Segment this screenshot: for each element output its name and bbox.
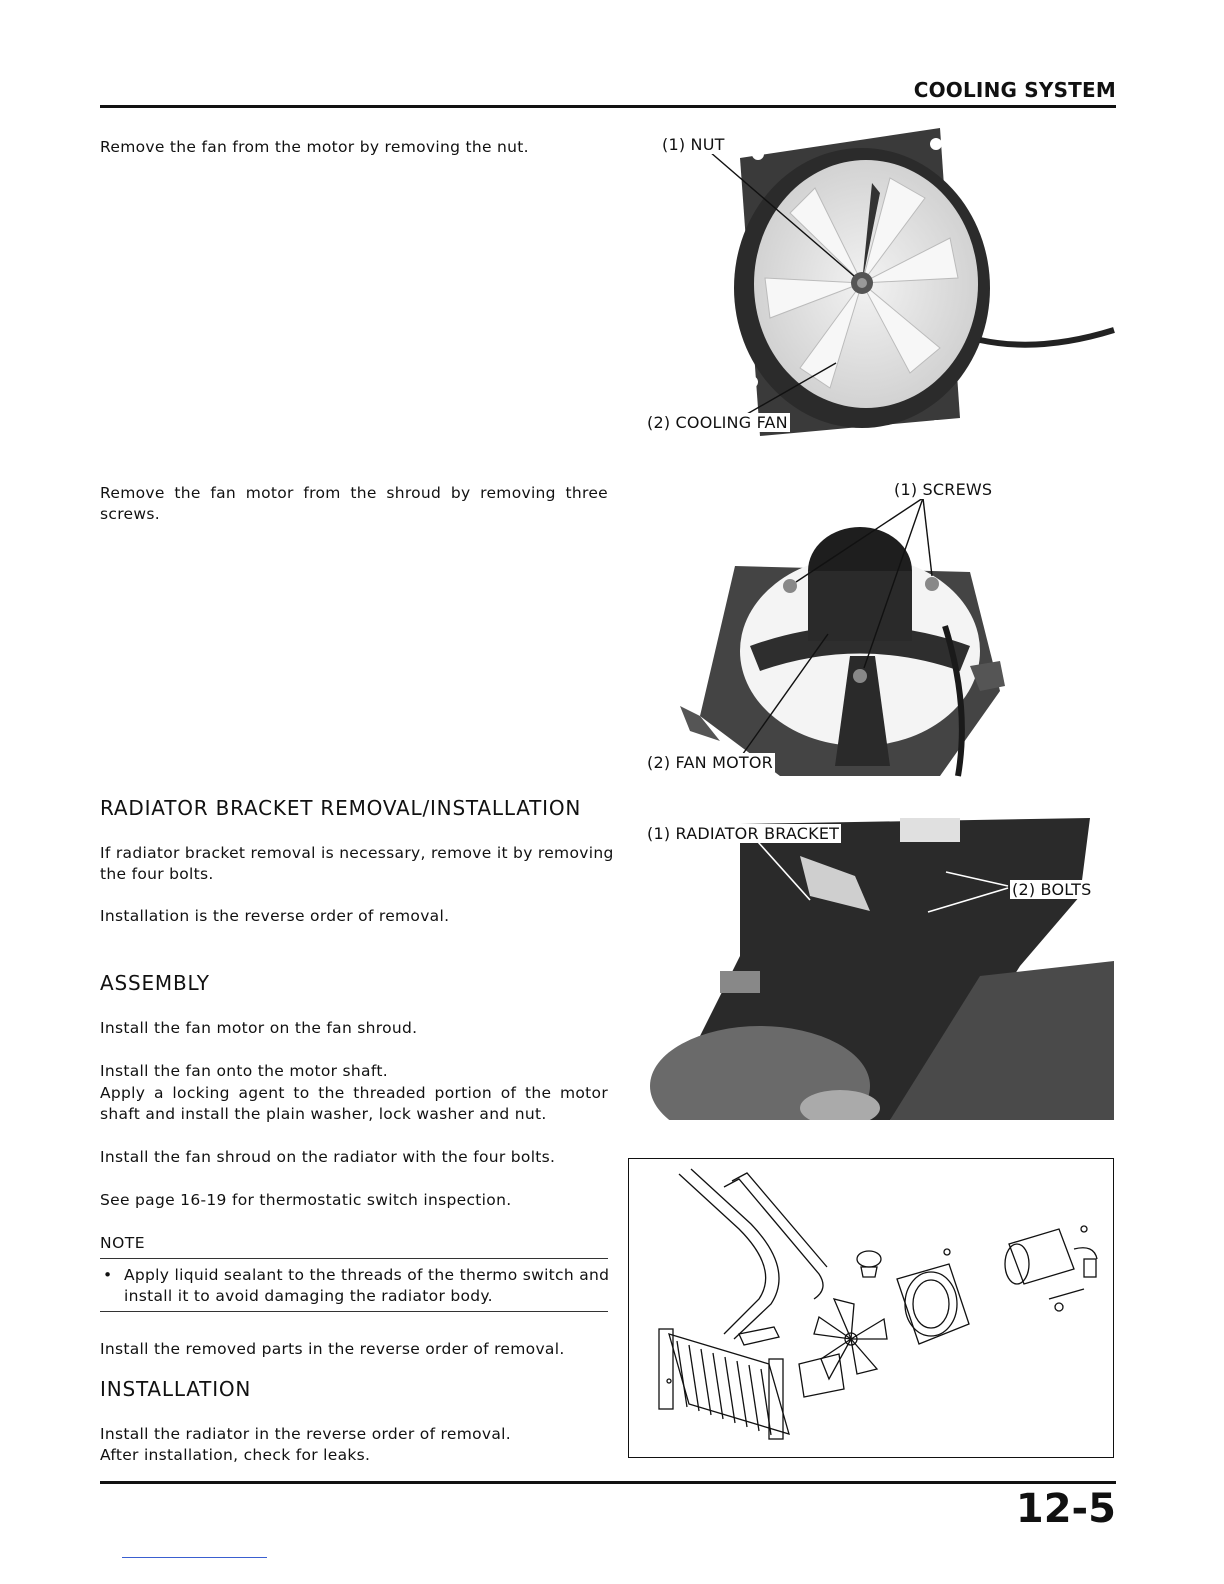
label-fan-motor: (2) FAN MOTOR <box>647 753 773 772</box>
paragraph-motor-remove-line2: screws. <box>100 505 160 523</box>
paragraph-motor-remove-line1: Remove the fan motor from the shroud by removing three <box>100 484 608 502</box>
paragraph-assembly-5: Install the removed parts in the reverse order of removal. <box>100 1340 565 1358</box>
label-cooling-fan: (2) COOLING FAN <box>647 413 788 432</box>
paragraph-assembly-2c: shaft and install the plain washer, lock washer and nut. <box>100 1105 547 1123</box>
paragraph-assembly-2a: Install the fan onto the motor shaft. <box>100 1062 388 1080</box>
note-bullet: • <box>103 1266 113 1284</box>
paragraph-assembly-1: Install the fan motor on the fan shroud. <box>100 1019 418 1037</box>
paragraph-assembly-2b: Apply a locking agent to the threaded portion of the motor <box>100 1084 608 1102</box>
heading-installation: INSTALLATION <box>100 1377 252 1401</box>
heading-assembly: ASSEMBLY <box>100 971 210 995</box>
paragraph-bracket-install: Installation is the reverse order of removal. <box>100 907 450 925</box>
figure-radiator-bracket <box>640 816 1116 1120</box>
page-number: 12-5 <box>1015 1486 1116 1532</box>
fan-motor-illustration <box>640 476 1116 778</box>
label-radiator-bracket: (1) RADIATOR BRACKET <box>647 824 840 843</box>
paragraph-installation-1: Install the radiator in the reverse order of removal. <box>100 1425 512 1443</box>
header-rule <box>100 105 1116 108</box>
paragraph-fan-remove: Remove the fan from the motor by removing the nut. <box>100 138 529 156</box>
radiator-bracket-illustration <box>640 816 1116 1120</box>
cooling-fan-illustration <box>640 118 1116 440</box>
figure-exploded-diagram <box>628 1158 1114 1458</box>
exploded-diagram-illustration <box>629 1159 1112 1456</box>
section-title: COOLING SYSTEM <box>913 78 1116 102</box>
paragraph-bracket-line1: If radiator bracket removal is necessary, remove it by removing <box>100 844 614 862</box>
label-nut: (1) NUT <box>662 135 725 154</box>
paragraph-assembly-3: Install the fan shroud on the radiator with the four bolts. <box>100 1148 556 1166</box>
paragraph-assembly-4: See page 16-19 for thermostatic switch inspection. <box>100 1191 512 1209</box>
footer-link-underline <box>122 1557 267 1558</box>
paragraph-bracket-line2: the four bolts. <box>100 865 214 883</box>
note-line2: install it to avoid damaging the radiator body. <box>124 1287 493 1305</box>
figure-fan-motor <box>640 476 1116 778</box>
heading-radiator-bracket: RADIATOR BRACKET REMOVAL/INSTALLATION <box>100 796 582 820</box>
note-line1: Apply liquid sealant to the threads of the thermo switch and <box>124 1266 610 1284</box>
figure-cooling-fan <box>640 118 1116 440</box>
note-top-rule <box>100 1258 608 1259</box>
paragraph-installation-2: After installation, check for leaks. <box>100 1446 371 1464</box>
label-bolts: (2) BOLTS <box>1012 880 1092 899</box>
note-bottom-rule <box>100 1311 608 1312</box>
footer-rule <box>100 1481 1116 1484</box>
note-label: NOTE <box>100 1234 146 1252</box>
label-screws: (1) SCREWS <box>894 480 993 499</box>
